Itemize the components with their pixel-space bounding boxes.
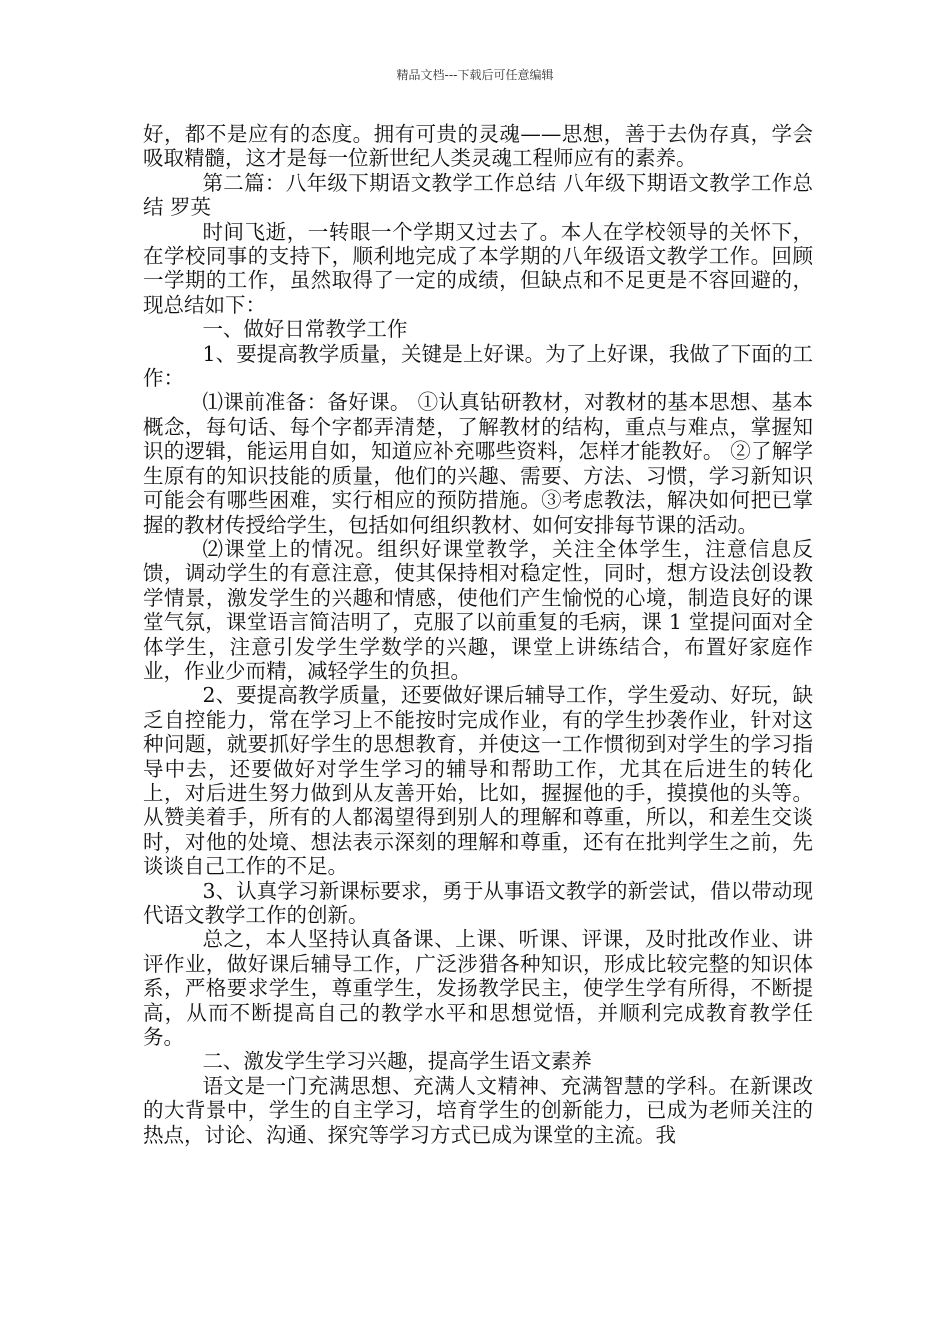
paragraph-7: ⑵课堂上的情况。组织好课堂教学，关注全体学生，注意信息反馈，调动学生的有意注意，使其保持相对稳定性，同时，想方设法创设教学情景，激发学生的兴趣和情感，使他们产生愉悦的心境，制造良好的课堂气氛，课堂语言简洁明了，克服了以前重复的毛病，课 1 堂提问面对全体学生，注意引发学生学数学的兴趣，课堂上讲练结合，布置好家庭作业，作业少而精，减轻学生的负担。 <box>143 536 813 683</box>
paragraph-10: 总之，本人坚持认真备课、上课、听课、评课，及时批改作业、讲评作业，做好课后辅导工作，广泛涉猎各种知识，形成比较完整的知识体系，严格要求学生，尊重学生，发扬教学民主，使学生学有所得，不断提高，从而不断提高自己的教学水平和思想觉悟，并顺利完成教育教学任务。 <box>143 927 813 1050</box>
paragraph-3: 时间飞逝，一转眼一个学期又过去了。本人在学校领导的关怀下，在学校同事的支持下，顺利地完成了本学期的八年级语文教学工作。回顾一学期的工作，虽然取得了一定的成绩，但缺点和不足更是不容回避的，现总结如下： <box>143 219 813 317</box>
paragraph-8: 2、要提高教学质量，还要做好课后辅导工作，学生爱动、好玩，缺乏自控能力，常在学习上不能按时完成作业，有的学生抄袭作业，针对这种问题，就要抓好学生的思想教育，并使这一工作惯彻到对学生的学习指导中去，还要做好对学生学习的辅导和帮助工作，尤其在后进生的转化上，对后进生努力做到从友善开始，比如，握握他的手，摸摸他的头等。从赞美着手，所有的人都渴望得到别人的理解和尊重，所以，和差生交谈时，对他的处境、想法表示深刻的理解和尊重，还有在批判学生之前，先谈谈自己工作的不足。 <box>143 683 813 879</box>
paragraph-1: 好，都不是应有的态度。拥有可贵的灵魂——思想，善于去伪存真，学会吸取精髓，这才是每一位新世纪人类灵魂工程师应有的素养。 <box>143 122 813 171</box>
paragraph-12: 语文是一门充满思想、充满人文精神、充满智慧的学科。在新课改的大背景中，学生的自主学习，培育学生的创新能力，已成为老师关注的热点，讨论、沟通、探究等学习方式已成为课堂的主流。我 <box>143 1073 813 1147</box>
paragraph-9: 3、认真学习新课标要求，勇于从事语文教学的新尝试，借以带动现代语文教学工作的创新。 <box>143 878 813 927</box>
page-header: 精品文档---下载后可任意编辑 <box>396 68 554 82</box>
document-body <box>143 122 813 1147</box>
section-heading-1: 一、做好日常教学工作 <box>202 317 408 342</box>
paragraph-2: 第二篇：八年级下期语文教学工作总结 八年级下期语文教学工作总结 罗英 <box>143 170 813 220</box>
paragraph-6: ⑴课前准备：备好课。 ①认真钻研教材，对教材的基本思想、基本概念，每句话、每个字都弄清楚，了解教材的结构，重点与难点，掌握知识的逻辑，能运用自如，知道应补充哪些资料，怎样才能教好。 ②了解学生原有的知识技能的质量，他们的兴趣、需要、方法、习惯，学习新知识可能会有哪些困难，实行相应的预防措施。③考虑教法，解决如何把已掌握的教材传授给学生，包括如何组织教材、如何安排每节课的活动。 <box>143 390 813 537</box>
section-heading-2: 二、激发学生学习兴趣，提高学生语文素养 <box>202 1049 592 1074</box>
paragraph-5: 1、要提高教学质量，关键是上好课。为了上好课，我做了下面的工作： <box>143 341 813 391</box>
